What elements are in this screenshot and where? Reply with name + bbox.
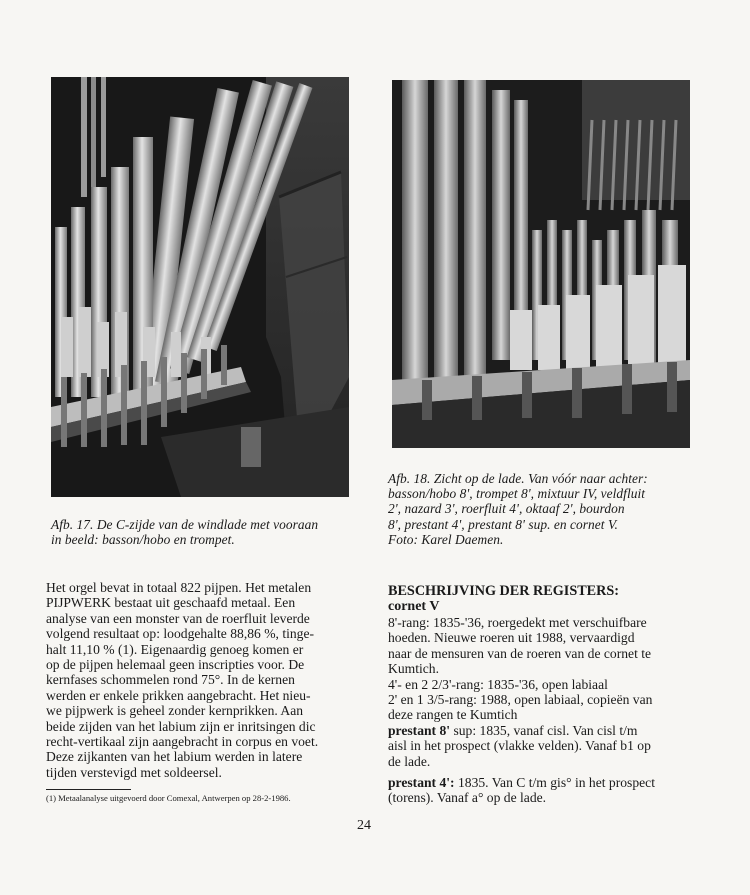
body-line: Kumtich. — [388, 661, 439, 677]
register-title-prestant-4: prestant 4': — [388, 775, 455, 791]
body-line: we pijpwerk is geheel zonder kernprikken. Aan — [46, 703, 304, 719]
body-line: 4'- en 2 2/3'-rang: 1835-'36, open labiaal — [388, 676, 608, 692]
body-line: 8'-rang: 1835-'36, roergedekt met verschuifbare — [388, 615, 647, 630]
figure-18-caption — [388, 471, 693, 547]
figure-17-caption — [51, 517, 356, 547]
body-line: (torens). Vanaf a° op de lade. — [388, 790, 547, 806]
body-text-left — [46, 580, 351, 780]
figure-18-photo — [392, 80, 690, 448]
body-line: halt 11,10 % (1). Eigenaardig genoeg komen er — [46, 641, 304, 657]
body-line: tijden verstevigd met soldeersel. — [46, 764, 222, 780]
caption-line: basson/hobo 8', trompet 8', mixtuur IV, veldfluit — [388, 486, 646, 502]
caption-line: Afb. 18. Zicht op de lade. Van vóór naar achter: — [388, 471, 648, 486]
register-line-prestant-8 — [388, 723, 698, 738]
body-line: analyse van een monster van de roerfluit leverde — [46, 610, 310, 626]
body-text-right — [388, 583, 698, 806]
caption-line: 2', nazard 3', roerfluit 4', oktaaf 2', bourdon — [388, 501, 625, 517]
body-line: hoeden. Nieuwe roeren uit 1988, vervaardigd — [388, 630, 635, 646]
body-line: Deze zijkanten van het labium werden in latere — [46, 749, 303, 765]
register-text: sup: 1835, vanaf cisl. Van cisl t/m — [450, 722, 638, 738]
body-line: op de pijpen helemaal geen inscripties voor. De — [46, 657, 305, 673]
caption-line: Foto: Karel Daemen. — [388, 531, 504, 547]
register-text: 1835. Van C t/m gis° in het prospect — [454, 775, 655, 791]
body-line: werden er enkele prikken aangebracht. Het nieu- — [46, 687, 311, 703]
body-line: PIJPWERK bestaat uit geschaafd metaal. Een — [46, 595, 296, 611]
caption-line: Afb. 17. De C-zijde van de windlade met vooraan — [51, 517, 319, 532]
footnote-rule — [46, 789, 131, 790]
register-line-prestant-4 — [388, 775, 698, 790]
body-line: 2' en 1 3/5-rang: 1988, open labiaal, copieën van — [388, 692, 653, 708]
body-line: naar de mensuren van de roeren van de cornet te — [388, 645, 652, 661]
caption-line: in beeld: basson/hobo en trompet. — [51, 532, 235, 548]
body-line: kernfases schommelen rond 75°. In de kernen — [46, 672, 295, 688]
body-line: beide zijden van het labium zijn er inritsingen dic — [46, 718, 316, 734]
body-line: aisl in het prospect (vlakke velden). Vanaf b1 op — [388, 738, 651, 754]
body-line: Het orgel bevat in totaal 822 pijpen. Het metalen — [46, 580, 312, 595]
page-number: 24 — [357, 818, 371, 833]
body-line: deze rangen te Kumtich — [388, 707, 518, 723]
register-title-cornet: cornet V — [388, 599, 440, 614]
body-line: recht-vertikaal zijn aangebracht in corpus en voet. — [46, 734, 319, 750]
footnote: (1) Metaalanalyse uitgevoerd door Comexal, Antwerpen op 28-2-1986. — [46, 793, 291, 803]
section-title: BESCHRIJVING DER REGISTERS: — [388, 583, 619, 599]
register-title-prestant-8: prestant 8' — [388, 722, 451, 738]
body-line: de lade. — [388, 753, 431, 769]
figure-17-photo — [51, 77, 349, 497]
body-line: volgend resultaat op: loodgehalte 88,86 %, tinge- — [46, 626, 315, 642]
caption-line: 8', prestant 4', prestant 8' sup. en cornet V. — [388, 516, 618, 532]
